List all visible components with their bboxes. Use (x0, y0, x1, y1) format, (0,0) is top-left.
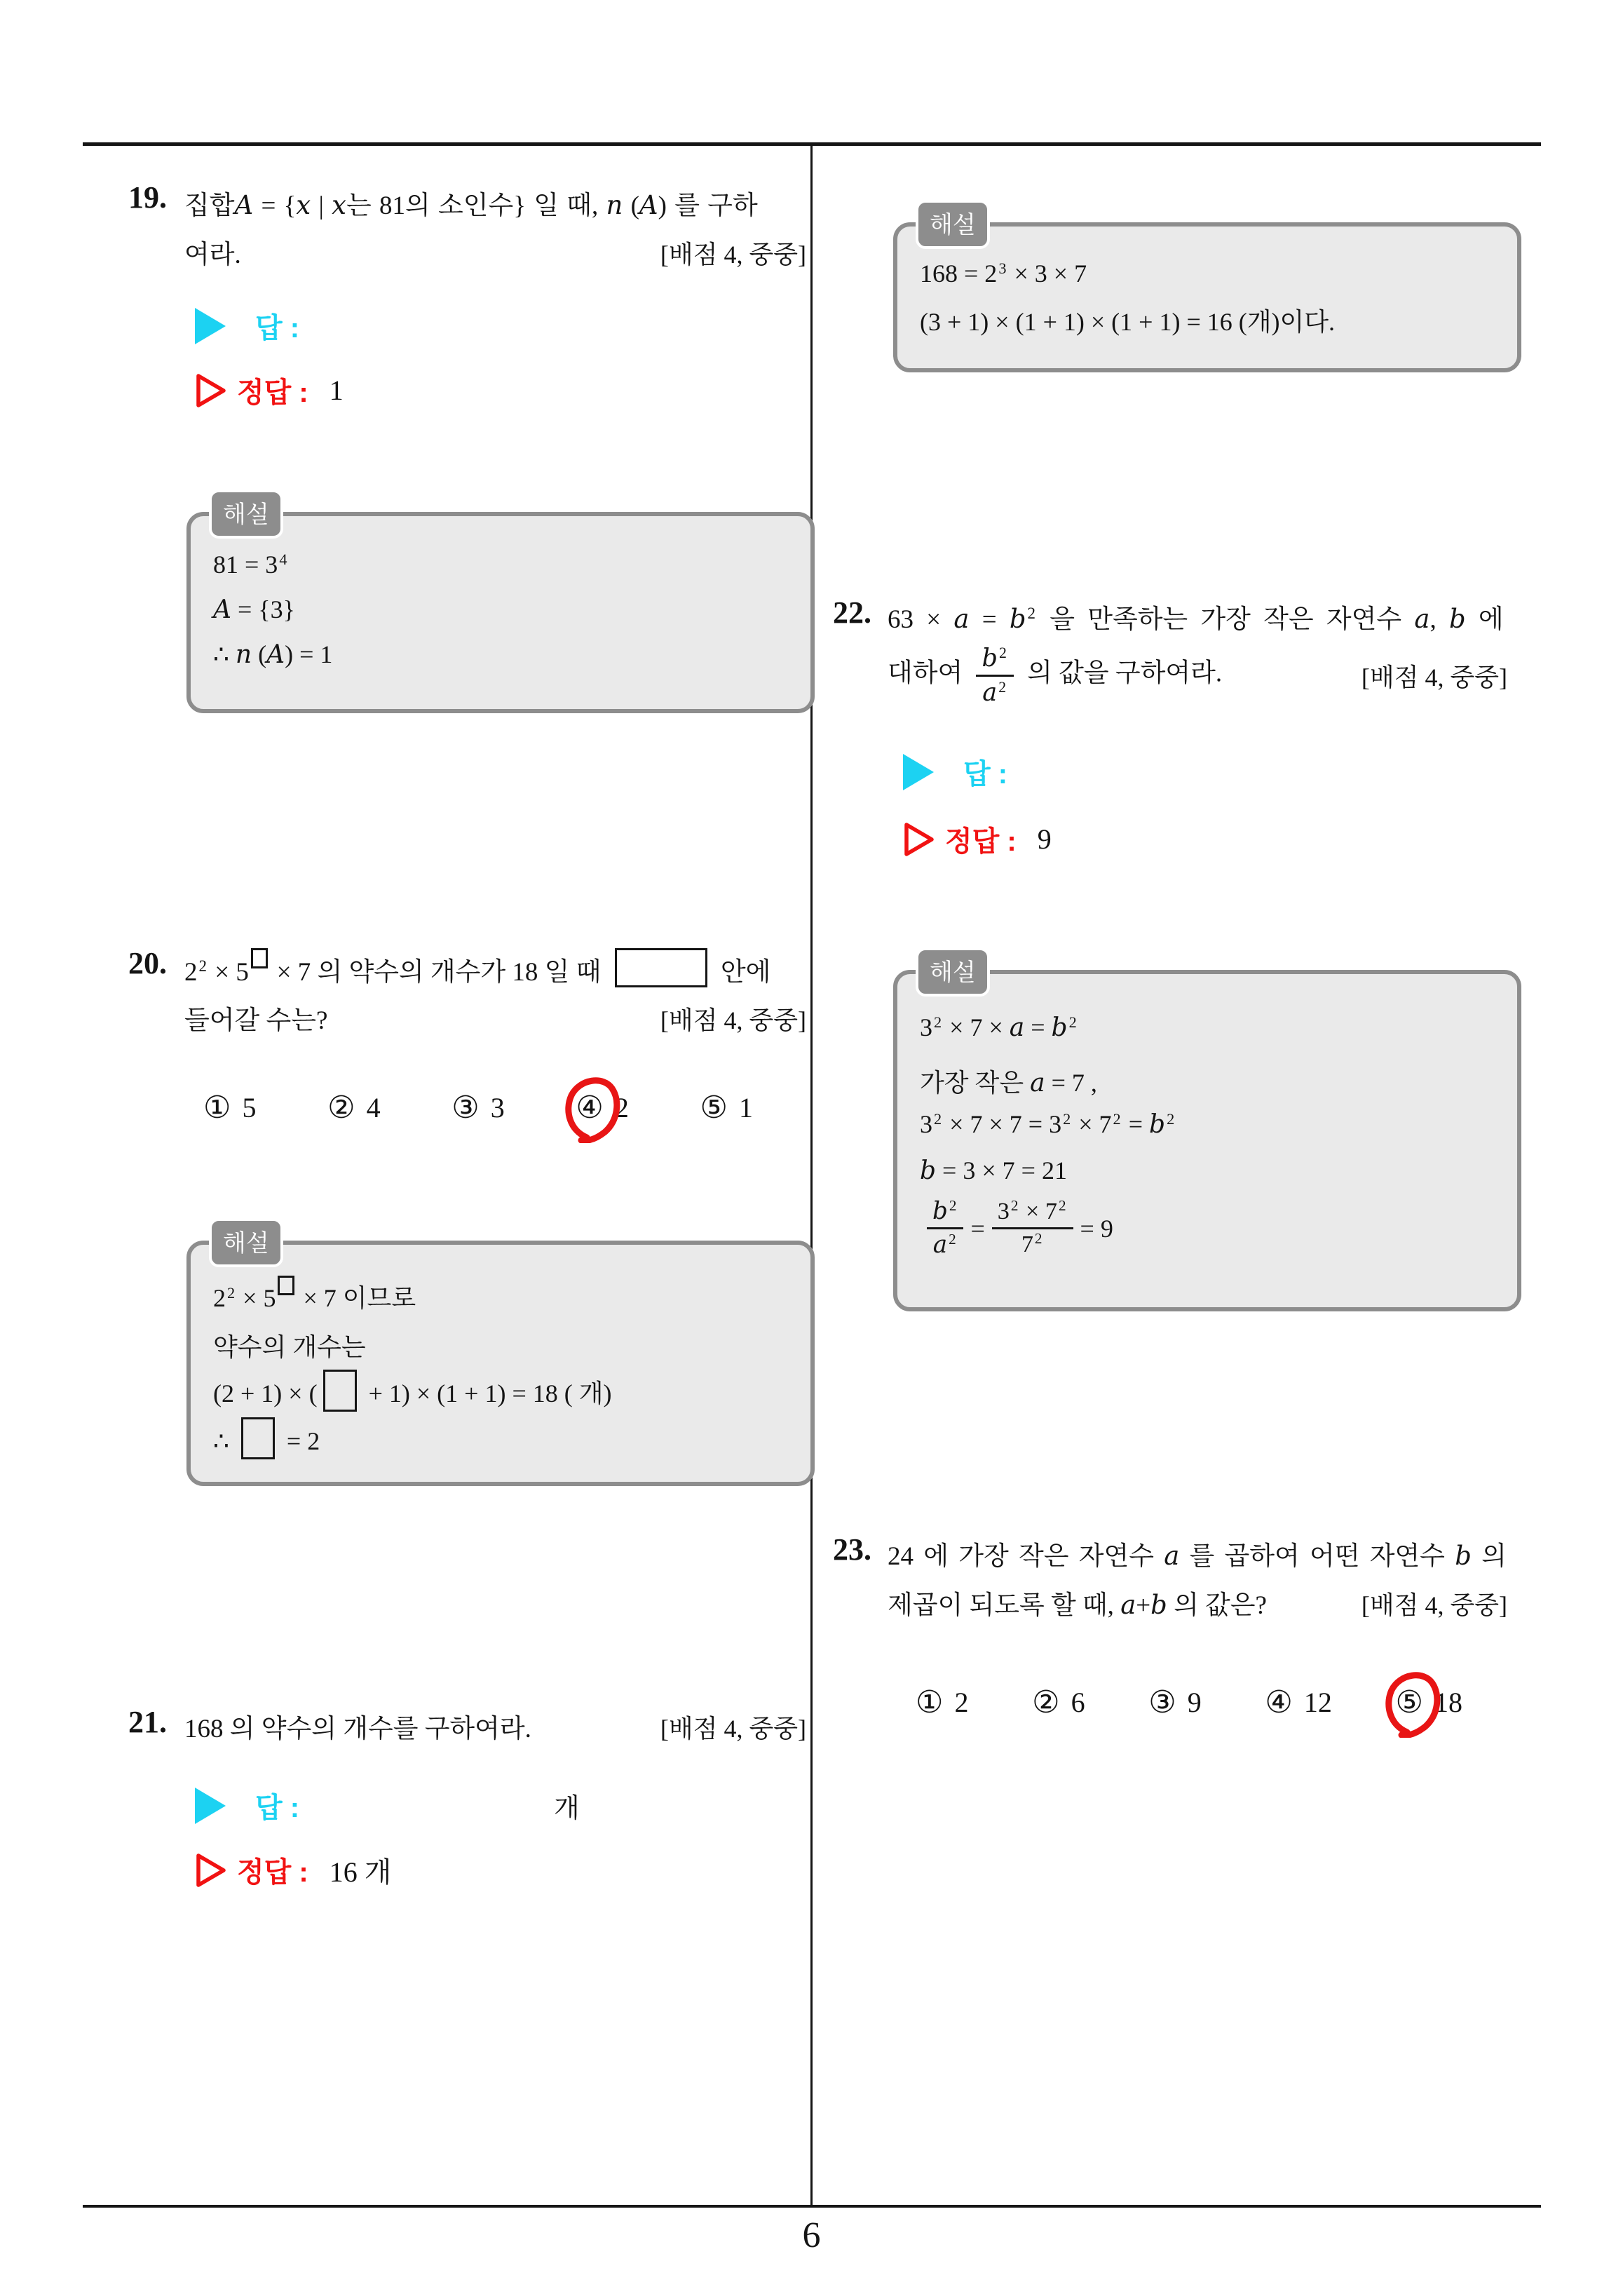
choice-mark: ① (916, 1685, 944, 1720)
choice-value: 9 (1187, 1687, 1202, 1718)
problem-text: 집합A = {x | x는 81의 소인수} 일 때, n (A) 를 구하 (184, 190, 758, 220)
explanation-line: 약수의 개수는 (213, 1333, 366, 1361)
problem-text: 들어갈 수는? (184, 1006, 328, 1035)
choice-value: 2 (954, 1687, 969, 1718)
problem-text: 여라. (184, 241, 241, 269)
problem-number: 23. (833, 1532, 871, 1567)
correct-value: 1 (329, 374, 344, 406)
correct-label: 정답 : (945, 826, 1017, 857)
explanation-tab: 해설 (916, 947, 990, 997)
choice-option (576, 1090, 629, 1125)
correct-value: 16 개 (329, 1856, 392, 1888)
fraction: $\frac{b^2}{a^2}$ (976, 644, 1013, 706)
answer-arrow-icon (195, 1788, 226, 1824)
choice-value: 6 (1071, 1687, 1085, 1718)
page-number: 6 (802, 2215, 821, 2255)
correct-label: 정답 : (237, 377, 308, 408)
choice-value: 1 (738, 1092, 753, 1123)
points-label: [배점 4, 중중] (1361, 663, 1507, 691)
choice-mark: ③ (1148, 1685, 1176, 1720)
choice-value: 3 (490, 1092, 505, 1123)
answer-row (195, 306, 299, 346)
problem-text: 제곱이 되도록 할 때, a+b 의 값은? (888, 1590, 1267, 1620)
points-label: [배점 4, 중중] (1361, 1591, 1507, 1619)
answer-unit-label: 개 (554, 1794, 580, 1823)
selected-answer-circle (562, 1074, 620, 1149)
explanation-line: (3 + 1) × (1 + 1) × (1 + 1) = 16 (개)이다. (920, 308, 1336, 336)
answer-row (903, 752, 1007, 792)
choice-option (451, 1090, 505, 1125)
choice-mark: ⑤ (1396, 1687, 1423, 1718)
answer-row (195, 1785, 686, 1825)
answer-arrow-icon (903, 754, 934, 790)
explanation-line: (2 + 1) × ( + 1) × (1 + 1) = 18 ( 개) (213, 1370, 612, 1412)
choice-option (327, 1090, 381, 1125)
problem-text-row (888, 630, 1507, 721)
choice-option (1265, 1687, 1331, 1718)
explanation-line: ∴ n (A) = 1 (213, 640, 333, 669)
points-label: [배점 4, 중중] (660, 1006, 806, 1034)
choice-value: 4 (366, 1092, 381, 1123)
choice-option (916, 1687, 968, 1718)
problem-number: 19. (128, 180, 167, 215)
correct-row (195, 1850, 391, 1890)
blank-box (323, 1370, 357, 1412)
choice-mark: ① (203, 1090, 231, 1125)
choice-mark: ⑤ (700, 1090, 728, 1125)
problem-text: 168 의 약수의 개수를 구하여라. (184, 1715, 531, 1743)
answer-label: 답 : (255, 313, 300, 344)
problem-number: 21. (128, 1705, 167, 1739)
choice-option (1032, 1687, 1085, 1718)
choice-option (203, 1090, 257, 1125)
explanation-line: $2^2 \times 5 \times 7$ 이므로 (213, 1278, 416, 1314)
correct-arrow-icon (195, 1852, 227, 1889)
exponent-blank-box (278, 1276, 294, 1295)
bottom-rule (83, 2205, 1541, 2208)
choice-mark: ④ (1265, 1685, 1293, 1720)
explanation-tab: 해설 (209, 489, 283, 539)
explanation-box (893, 212, 1521, 372)
problem-number: 22. (833, 595, 871, 630)
correct-row (195, 370, 344, 410)
explanation-line: A = {3} (213, 595, 295, 624)
choice-mark: ② (1032, 1685, 1060, 1720)
points-label: [배점 4, 중중] (660, 1715, 806, 1743)
choice-mark: ③ (451, 1090, 480, 1125)
choices-row (916, 1687, 1462, 1718)
explanation-line: $81 = 3^4$ (213, 550, 287, 579)
choice-value: 2 (614, 1092, 629, 1123)
choice-option (1148, 1687, 1201, 1718)
exponent-blank-box (251, 948, 269, 968)
fraction: $\frac{b^2}{a^2}$ (927, 1198, 963, 1260)
choice-value: 12 (1303, 1687, 1332, 1718)
fraction: $\frac{3^2 \times 7^2}{7^2}$ (992, 1198, 1073, 1259)
explanation-box (186, 502, 815, 713)
correct-value: 9 (1037, 823, 1052, 855)
choice-mark: ② (327, 1090, 355, 1125)
explanation-line: $168 = 2^3 \times 3 \times 7$ (920, 259, 1087, 288)
problem-text-row (184, 1707, 806, 1745)
problem-text: $2^2 \times 5 \times 7$ 의 약수의 개수가 18 일 때 안에 (184, 948, 770, 988)
correct-arrow-icon (903, 821, 935, 858)
choice-option (1396, 1687, 1462, 1718)
points-label: [배점 4, 중중] (660, 241, 806, 269)
choice-option (700, 1090, 753, 1125)
explanation-line: $\frac{b^2}{a^2}$ = $\frac{3^2 \times 7^2}{7^2}$ = 9 (920, 1188, 1113, 1269)
problem-text-row (184, 999, 806, 1036)
choice-mark: ④ (576, 1093, 603, 1123)
blank-box (241, 1417, 275, 1459)
problem-text: 대하여 $\frac{b^2}{a^2}$ 의 값을 구하여라. (888, 644, 1223, 707)
answer-label: 답 : (255, 1792, 300, 1823)
correct-arrow-icon (195, 372, 227, 409)
explanation-line: b = 3 × 7 = 21 (920, 1156, 1067, 1185)
column-divider (810, 142, 813, 2207)
correct-label: 정답 : (237, 1857, 308, 1888)
explanation-tab: 해설 (209, 1218, 283, 1267)
choice-value: 5 (242, 1092, 257, 1123)
answer-label: 답 : (963, 759, 1008, 790)
problem-text-row (184, 233, 806, 271)
problem-text: 24 에 가장 작은 자연수 a 를 곱하여 어떤 자연수 b 의 (888, 1541, 1507, 1571)
explanation-line: 가장 작은 a = 7 , (920, 1069, 1097, 1098)
problem-number: 20. (128, 946, 167, 980)
selected-answer-circle (1382, 1669, 1441, 1743)
correct-row (903, 819, 1052, 859)
explanation-line: ∴ = 2 (213, 1417, 320, 1459)
problem-text: $63 \times a = b^2$ 을 만족하는 가장 작은 자연수 a, b 에 (888, 604, 1504, 634)
explanation-tab: 해설 (916, 200, 990, 249)
explanation-line: $3^2 \times 7 \times 7 = 3^2 \times 7^2 = b^2$ (920, 1109, 1175, 1139)
answer-arrow-icon (195, 308, 226, 344)
problem-text-row (888, 1583, 1507, 1621)
explanation-line: $3^2 \times 7 \times a = b^2$ (920, 1013, 1077, 1042)
choice-value: 18 (1434, 1687, 1462, 1718)
blank-box (615, 948, 707, 987)
choices-row (203, 1090, 753, 1125)
explanation-box (186, 1231, 815, 1486)
explanation-box (893, 960, 1521, 1311)
